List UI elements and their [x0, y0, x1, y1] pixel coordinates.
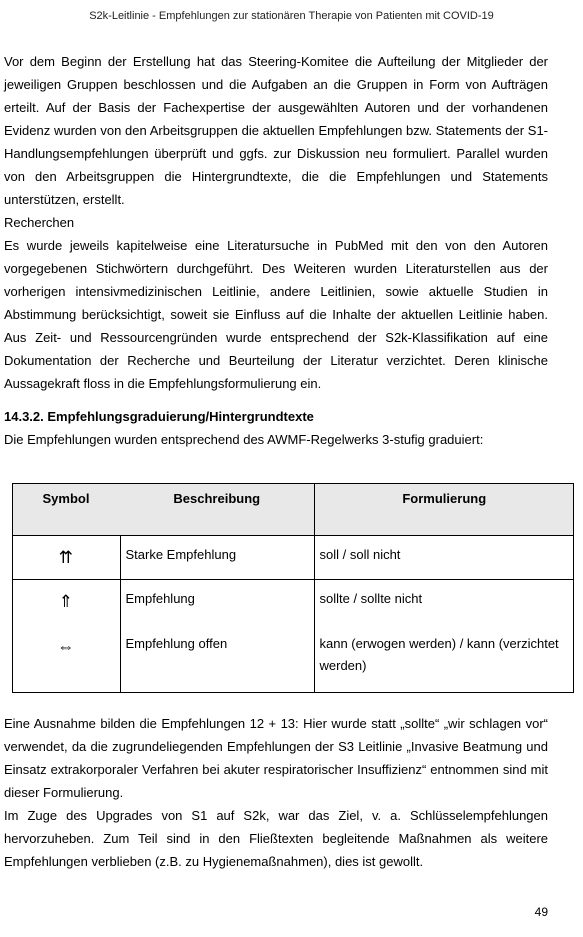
header-formulierung: Formulierung: [314, 483, 574, 535]
subheading-recherchen: Recherchen: [4, 215, 75, 230]
header-beschreibung: Beschreibung: [120, 483, 314, 535]
paragraph-methodology: Vor dem Beginn der Erstellung hat das Steering-Komitee die Aufteilung der Mitglieder der jeweiligen Gruppen beschlossen und die Aufgaben an die Gruppen in Form von Aufträgen erteilt. Auf der Basis der Fachexpertise der ausgewählten Autoren und der vorhandenen Evidenz wurden von den Arbeitsgruppen die aktuellen Empfehlungen bzw. Statements der S1-Handlungsempfehlungen überprüft und ggfs. zur Diskussion neu formuliert. Parallel wurden von den Arbeitsgruppen die Hintergrundtexte, die die Empfehlungen und Statements unterstützen, erstellt.: [4, 54, 548, 207]
row-beschreibung: Starke Empfehlung: [120, 535, 314, 579]
paragraph-literature-search: Es wurde jeweils kapitelweise eine Literatursuche in PubMed mit den von den Autoren vorgegebenen Stichwörtern durchgeführt. Des Weiteren wurden Literaturstellen aus der vorherigen intensivmedizinischen Leitlinie, andere Leitlinien, sowie aktuelle Studien in Abstimmung berücksichtigt, soweit sie Einfluss auf die Inhalte der aktuellen Leitlinie haben. Aus Zeit- und Ressourcengründen wurde entsprechend der S2k-Klassifikation auf eine Dokumentation der Recherche und Beurteilung der Literatur verzichtet. Deren klinische Aussagekraft floss in die Empfehlungsformulierung ein.: [4, 238, 548, 391]
paragraph-upgrade: Im Zuge des Upgrades von S1 auf S2k, war das Ziel, v. a. Schlüsselempfehlungen hervorzuheben. Zum Teil sind in den Fließtexten begleitende Maßnahmen als weitere Empfehlungen verblieben (z.B. zu Hygienemaßnahmen), dies ist gewollt.: [4, 808, 548, 869]
recommendation-grading-table: [12, 483, 574, 693]
row-formulierung: soll / soll nicht: [314, 535, 574, 579]
header-symbol: Symbol: [12, 483, 120, 535]
document-body-continued: [4, 712, 548, 873]
section-heading: 14.3.2. Empfehlungsgraduierung/Hintergrundtexte: [4, 409, 314, 424]
running-header: S2k-Leitlinie - Empfehlungen zur stationären Therapie von Patienten mit COVID-19: [89, 10, 494, 22]
table-header-row: [12, 483, 574, 535]
row-formulierung: sollte / sollte nicht: [314, 579, 574, 625]
table-row: [12, 579, 574, 625]
paragraph-exception: Eine Ausnahme bilden die Empfehlungen 12 + 13: Hier wurde statt „sollte“ „wir schlagen vor“ verwendet, da die zugrundeliegenden Empfehlungen der S3 Leitlinie „Invasive Beatmung und Einsatz extrakorporaler Verfahren bei akuter respiratorischer Insuffizienz“ entnommen sind mit dieser Formulierung.: [4, 716, 548, 800]
table-row: [12, 625, 574, 693]
left-right-arrow-icon: ⇔: [57, 637, 75, 656]
paragraph-grading-intro: Die Empfehlungen wurden entsprechend des AWMF-Regelwerks 3-stufig graduiert:: [4, 432, 484, 447]
document-body: [4, 50, 548, 451]
row-beschreibung: Empfehlung: [120, 579, 314, 625]
row-beschreibung: Empfehlung offen: [120, 625, 314, 693]
page-number: 49: [534, 905, 548, 919]
row-formulierung: kann (erwogen werden) / kann (verzichtet werden): [314, 625, 574, 693]
table-row: [12, 535, 574, 579]
double-up-arrow-icon: ⇈: [58, 547, 73, 567]
up-arrow-icon: ⇑: [58, 591, 73, 611]
